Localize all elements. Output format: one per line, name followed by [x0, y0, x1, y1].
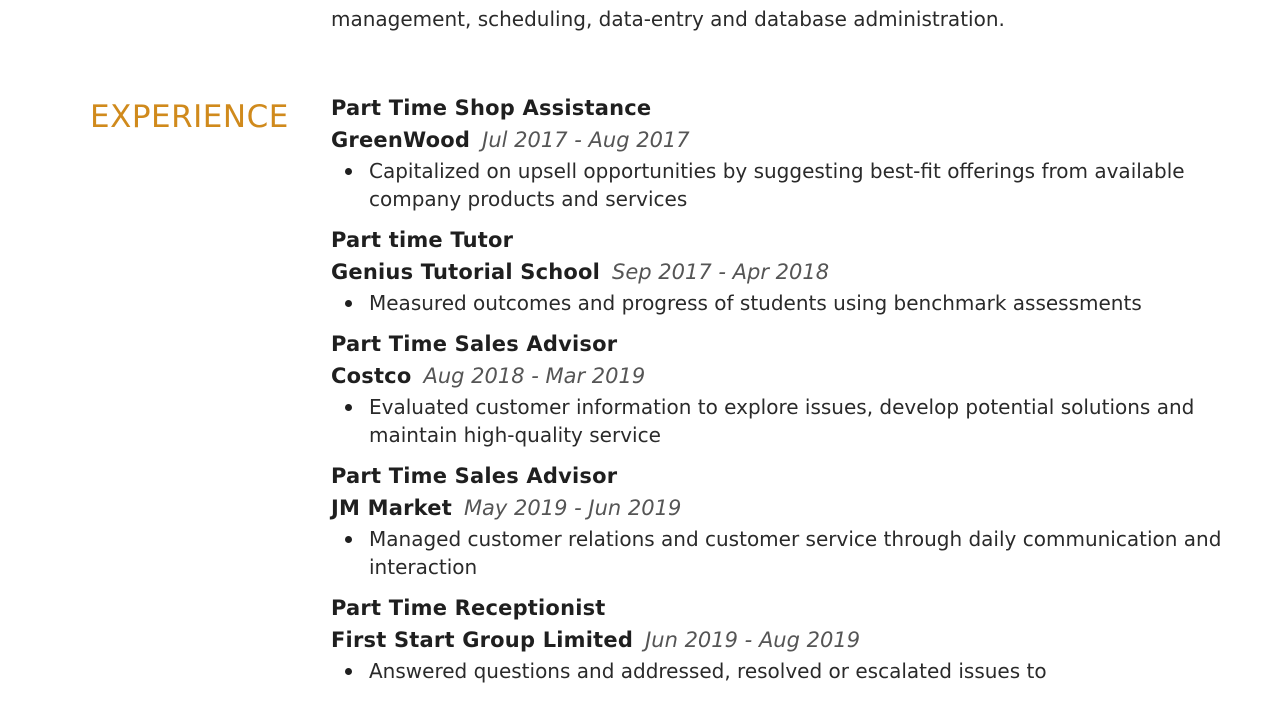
company-name: Costco [331, 364, 412, 388]
bullet-dot-icon [345, 404, 352, 411]
job-bullets [331, 657, 1231, 685]
job-bullet [331, 157, 1231, 213]
summary-text: management, scheduling, data-entry and database administration. [331, 7, 1005, 31]
job-title: Part time Tutor [331, 228, 514, 252]
job-entry [331, 329, 1231, 449]
bullet-dot-icon [345, 168, 352, 175]
job-bullets [331, 393, 1231, 449]
bullet-dot-icon [345, 300, 352, 307]
company-name: GreenWood [331, 128, 471, 152]
job-dates: Jul 2017 - Aug 2017 [482, 128, 690, 152]
job-dates: May 2019 - Jun 2019 [463, 496, 682, 520]
job-bullets [331, 289, 1231, 317]
bullet-text: Managed customer relations and customer service through daily communication and interaction [369, 527, 1222, 579]
job-title: Part Time Receptionist [331, 596, 606, 620]
company-line [331, 360, 1231, 393]
job-title: Part Time Sales Advisor [331, 332, 618, 356]
bullet-dot-icon [345, 668, 352, 675]
job-dates: Aug 2018 - Mar 2019 [423, 364, 646, 388]
experience-heading: EXPERIENCE [90, 99, 289, 135]
company-name: First Start Group Limited [331, 628, 634, 652]
job-bullets [331, 525, 1231, 581]
job-title: Part Time Shop Assistance [331, 96, 652, 120]
bullet-text: Capitalized on upsell opportunities by suggesting best-fit offerings from available company products and services [369, 159, 1185, 211]
job-dates: Jun 2019 - Aug 2019 [645, 628, 861, 652]
bullet-text: Evaluated customer information to explore issues, develop potential solutions and maintain high-quality service [369, 395, 1195, 447]
bullet-text: Measured outcomes and progress of students using benchmark assessments [369, 291, 1142, 315]
job-bullets [331, 157, 1231, 213]
bullet-text: Answered questions and addressed, resolved or escalated issues to [369, 659, 1047, 683]
job-title: Part Time Sales Advisor [331, 464, 618, 488]
job-entry [331, 93, 1231, 213]
company-name: Genius Tutorial School [331, 260, 601, 284]
company-line [331, 624, 1231, 657]
job-bullet [331, 393, 1231, 449]
job-bullet [331, 657, 1231, 685]
job-bullet [331, 289, 1231, 317]
company-line [331, 124, 1231, 157]
job-bullet [331, 525, 1231, 581]
company-line [331, 256, 1231, 289]
company-line [331, 492, 1231, 525]
job-dates: Sep 2017 - Apr 2018 [612, 260, 830, 284]
job-entry [331, 225, 1231, 317]
company-name: JM Market [331, 496, 452, 520]
job-entry [331, 461, 1231, 581]
job-entry [331, 593, 1231, 685]
experience-list [331, 93, 1231, 697]
bullet-dot-icon [345, 536, 352, 543]
